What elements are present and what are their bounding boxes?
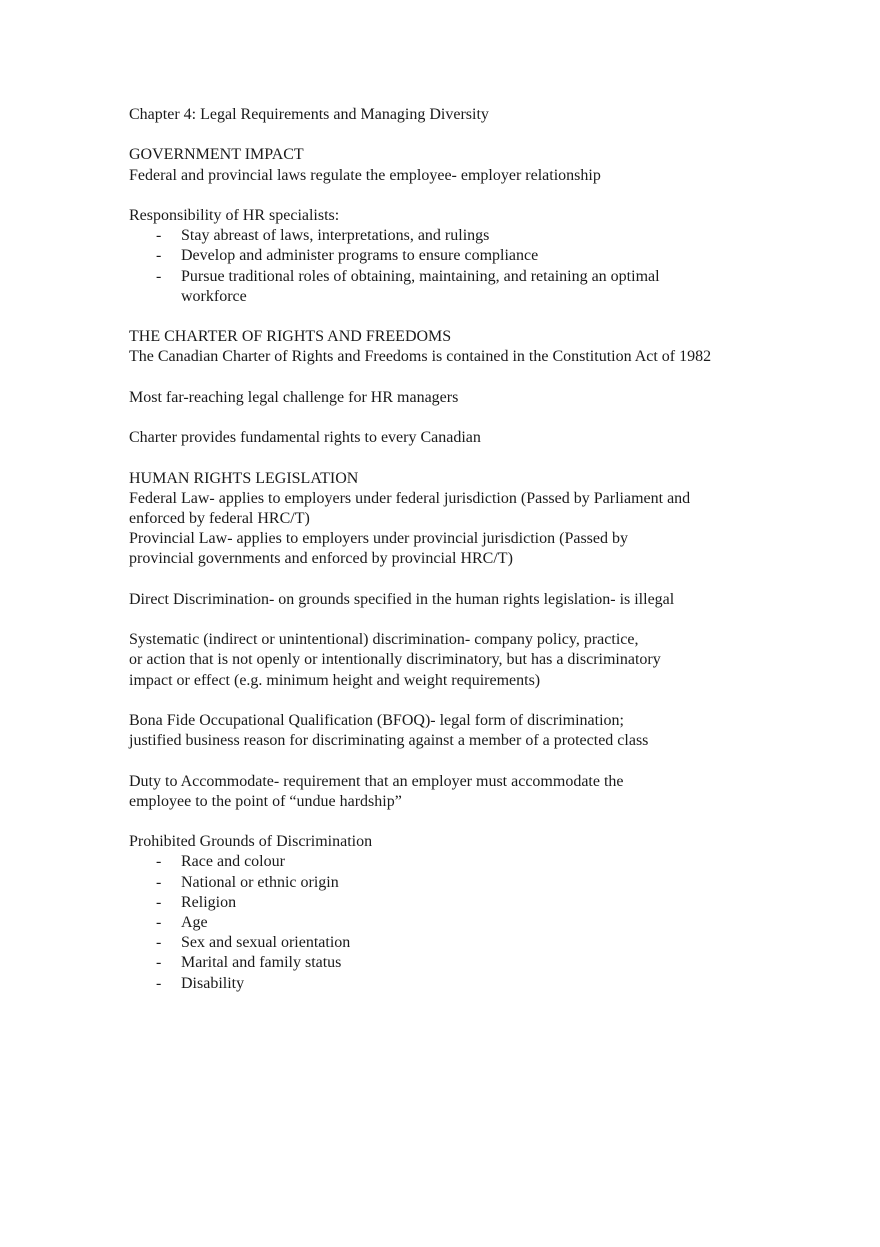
government-heading: GOVERNMENT IMPACT [129,146,304,164]
charter-challenge: Most far-reaching legal challenge for HR managers [129,388,459,406]
dash-mark: - [156,913,162,931]
dash-mark: - [156,974,162,992]
spacer [129,812,769,832]
list-item-text: Race and colour [181,853,285,871]
list-item [129,933,769,953]
spacer [129,125,769,145]
responsibility-label: Responsibility of HR specialists: [129,206,340,224]
dash-mark: - [156,227,162,245]
list-item-text: National or ethnic origin [181,873,339,891]
dash-mark: - [156,893,162,911]
list-item [129,267,701,307]
spacer [129,691,769,711]
prohibited-list [129,852,769,993]
systematic-line-3: impact or effect (e.g. minimum height and weight requirements) [129,671,541,689]
list-item-text: Age [181,913,208,931]
government-text: Federal and provincial laws regulate the employee- employer relationship [129,166,601,184]
list-item-text: Marital and family status [181,954,342,972]
list-item [129,893,769,913]
list-item [129,913,769,933]
document-page [129,105,769,994]
list-item-text: Pursue traditional roles of obtaining, maintaining, and retaining an optimal workforce [181,267,660,305]
list-item [129,226,769,246]
spacer [129,448,769,468]
systematic-line-1: Systematic (indirect or unintentional) discrimination- company policy, practice, [129,631,639,649]
spacer [129,408,769,428]
provincial-law: Provincial Law- applies to employers under provincial jurisdiction (Passed by provincial governments and enforced by provincial HRC/T) [129,530,628,568]
spacer [129,610,769,630]
list-item [129,873,769,893]
list-item-text: Disability [181,974,245,992]
list-item [129,852,769,872]
spacer [129,570,769,590]
dash-mark: - [156,267,162,285]
spacer [129,307,769,327]
responsibility-list [129,226,769,307]
charter-rights: Charter provides fundamental rights to every Canadian [129,429,481,447]
list-item [129,246,769,266]
list-item-text: Develop and administer programs to ensure compliance [181,247,539,265]
direct-discrimination: Direct Discrimination- on grounds specified in the human rights legislation- is illegal [129,590,675,608]
list-item-text: Religion [181,893,237,911]
federal-law: Federal Law- applies to employers under federal jurisdiction (Passed by Parliament and enforced by federal HRC/T) [129,489,691,527]
bfoq-line-2: justified business reason for discriminating against a member of a protected class [129,732,649,750]
duty-line-2: employee to the point of “undue hardship” [129,792,402,810]
human-rights-heading: HUMAN RIGHTS LEGISLATION [129,469,359,487]
prohibited-heading: Prohibited Grounds of Discrimination [129,833,373,851]
list-item-text: Sex and sexual orientation [181,934,351,952]
list-item [129,953,769,973]
spacer [129,186,769,206]
dash-mark: - [156,954,162,972]
charter-heading: THE CHARTER OF RIGHTS AND FREEDOMS [129,328,452,346]
bfoq-line-1: Bona Fide Occupational Qualification (BFOQ)- legal form of discrimination; [129,711,624,729]
systematic-line-2: or action that is not openly or intentionally discriminatory, but has a discriminatory [129,651,661,669]
spacer [129,368,769,388]
dash-mark: - [156,873,162,891]
dash-mark: - [156,853,162,871]
dash-mark: - [156,247,162,265]
duty-line-1: Duty to Accommodate- requirement that an employer must accommodate the [129,772,624,790]
chapter-title: Chapter 4: Legal Requirements and Managing Diversity [129,106,489,123]
charter-text: The Canadian Charter of Rights and Freedoms is contained in the Constitution Act of 1982 [129,348,712,366]
dash-mark: - [156,934,162,952]
spacer [129,751,769,771]
list-item [129,974,769,994]
list-item-text: Stay abreast of laws, interpretations, and rulings [181,227,490,245]
